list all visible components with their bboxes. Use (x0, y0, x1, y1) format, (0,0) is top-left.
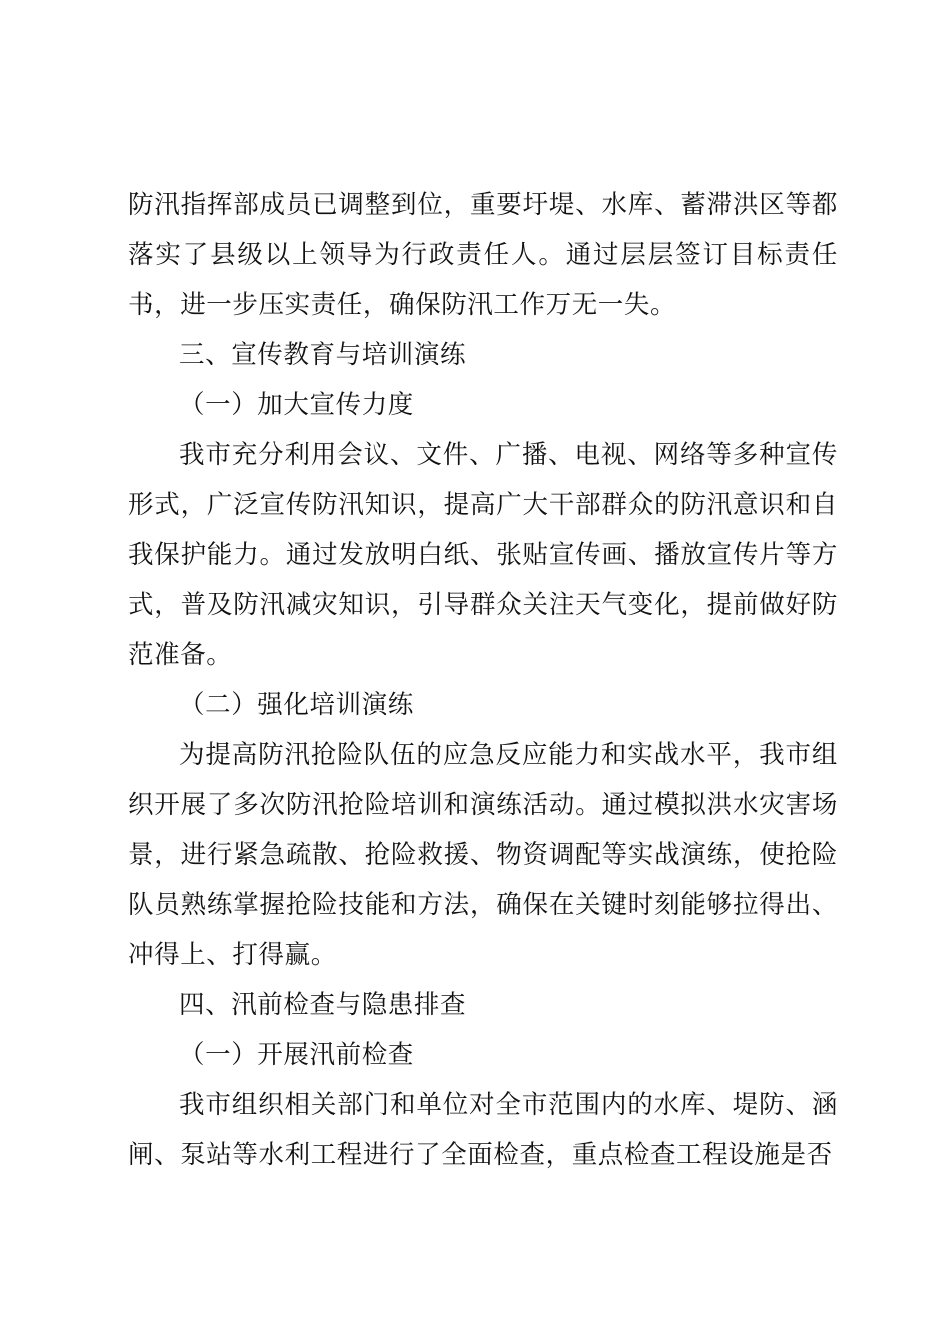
heading-section-3: 三、宣传教育与培训演练 (179, 340, 467, 370)
paragraph-publicity: 我市充分利用会议、文件、广播、电视、网络等多种宣传形式，广泛宣传防汛知识，提高广大干部群众的防汛意识和自我保护能力。通过发放明白纸、张贴宣传画、播放宣传片等方式，普及防汛减灾知识，引导群众关注天气变化，提前做好防范准备。 (128, 440, 838, 670)
document-body (128, 180, 838, 1180)
paragraph-training: 为提高防汛抢险队伍的应急反应能力和实战水平，我市组织开展了多次防汛抢险培训和演练活动。通过模拟洪水灾害场景，进行紧急疏散、抢险救援、物资调配等实战演练，使抢险队员熟练掌握抢险技能和方法，确保在关键时刻能够拉得出、冲得上、打得赢。 (128, 740, 838, 970)
paragraph-responsibility: 防汛指挥部成员已调整到位，重要圩堤、水库、蓄滞洪区等都落实了县级以上领导为行政责任人。通过层层签订目标责任书，进一步压实责任，确保防汛工作万无一失。 (128, 190, 838, 320)
subheading-inspection: （一）开展汛前检查 (179, 1040, 414, 1070)
heading-section-4: 四、汛前检查与隐患排查 (179, 990, 467, 1020)
paragraph-inspection: 我市组织相关部门和单位对全市范围内的水库、堤防、涵闸、泵站等水利工程进行了全面检查，重点检查工程设施是否 (128, 1090, 838, 1170)
subheading-publicity: （一）加大宣传力度 (179, 390, 414, 420)
subheading-training: （二）强化培训演练 (179, 690, 414, 720)
